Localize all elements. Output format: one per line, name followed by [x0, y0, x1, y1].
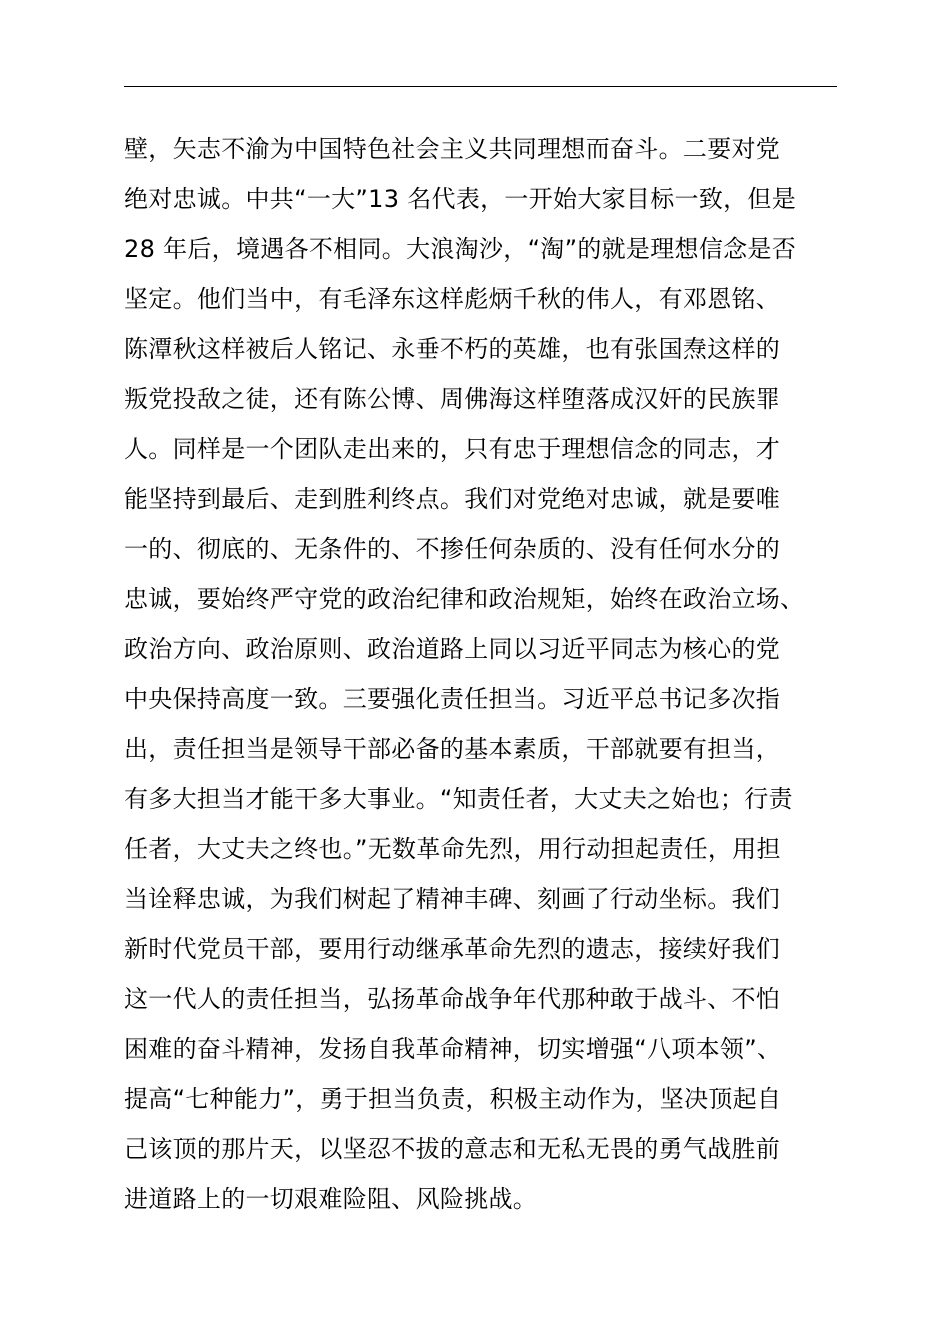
text-line: 困难的奋斗精神，发扬自我革命精神，切实增强“八项本领”、 — [124, 1035, 782, 1063]
text-line: 绝对忠诚。中共“一大”13 名代表，一开始大家目标一致，但是 — [124, 185, 797, 213]
text-line: 壁，矢志不渝为中国特色社会主义共同理想而奋斗。二要对党 — [124, 135, 781, 163]
text-line: 陈潭秋这样被后人铭记、永垂不朽的英雄，也有张国焘这样的 — [124, 335, 781, 363]
text-line: 这一代人的责任担当，弘扬革命战争年代那种敢于战斗、不怕 — [124, 985, 781, 1013]
text-line: 出，责任担当是领导干部必备的基本素质，干部就要有担当， — [124, 735, 781, 763]
text-line: 人。同样是一个团队走出来的，只有忠于理想信念的同志，才 — [124, 435, 781, 463]
text-line: 政治方向、政治原则、政治道路上同以习近平同志为核心的党 — [124, 635, 781, 663]
body-text — [124, 124, 844, 1224]
text-line: 当诠释忠诚，为我们树起了精神丰碑、刻画了行动坐标。我们 — [124, 885, 781, 913]
text-line: 有多大担当才能干多大事业。“知责任者，大丈夫之始也；行责 — [124, 785, 793, 813]
text-line: 一的、彻底的、无条件的、不掺任何杂质的、没有任何水分的 — [124, 535, 781, 563]
text-line: 28 年后，境遇各不相同。大浪淘沙，“淘”的就是理想信念是否 — [124, 235, 797, 263]
text-line: 提高“七种能力”，勇于担当负责，积极主动作为，坚决顶起自 — [124, 1085, 782, 1113]
text-line: 任者，大丈夫之终也。”无数革命先烈，用行动担起责任，用担 — [124, 835, 781, 863]
text-line: 叛党投敌之徒，还有陈公博、周佛海这样堕落成汉奸的民族罪 — [124, 385, 781, 413]
header-rule — [124, 86, 837, 87]
text-line: 中央保持高度一致。三要强化责任担当。习近平总书记多次指 — [124, 685, 781, 713]
text-line: 己该顶的那片天，以坚忍不拔的意志和无私无畏的勇气战胜前 — [124, 1135, 781, 1163]
text-line: 能坚持到最后、走到胜利终点。我们对党绝对忠诚，就是要唯 — [124, 485, 781, 513]
text-line: 新时代党员干部，要用行动继承革命先烈的遗志，接续好我们 — [124, 935, 781, 963]
text-line: 忠诚，要始终严守党的政治纪律和政治规矩，始终在政治立场、 — [124, 585, 805, 613]
text-line: 坚定。他们当中，有毛泽东这样彪炳千秋的伟人，有邓恩铭、 — [124, 285, 781, 313]
text-line: 进道路上的一切艰难险阻、风险挑战。 — [124, 1185, 538, 1213]
